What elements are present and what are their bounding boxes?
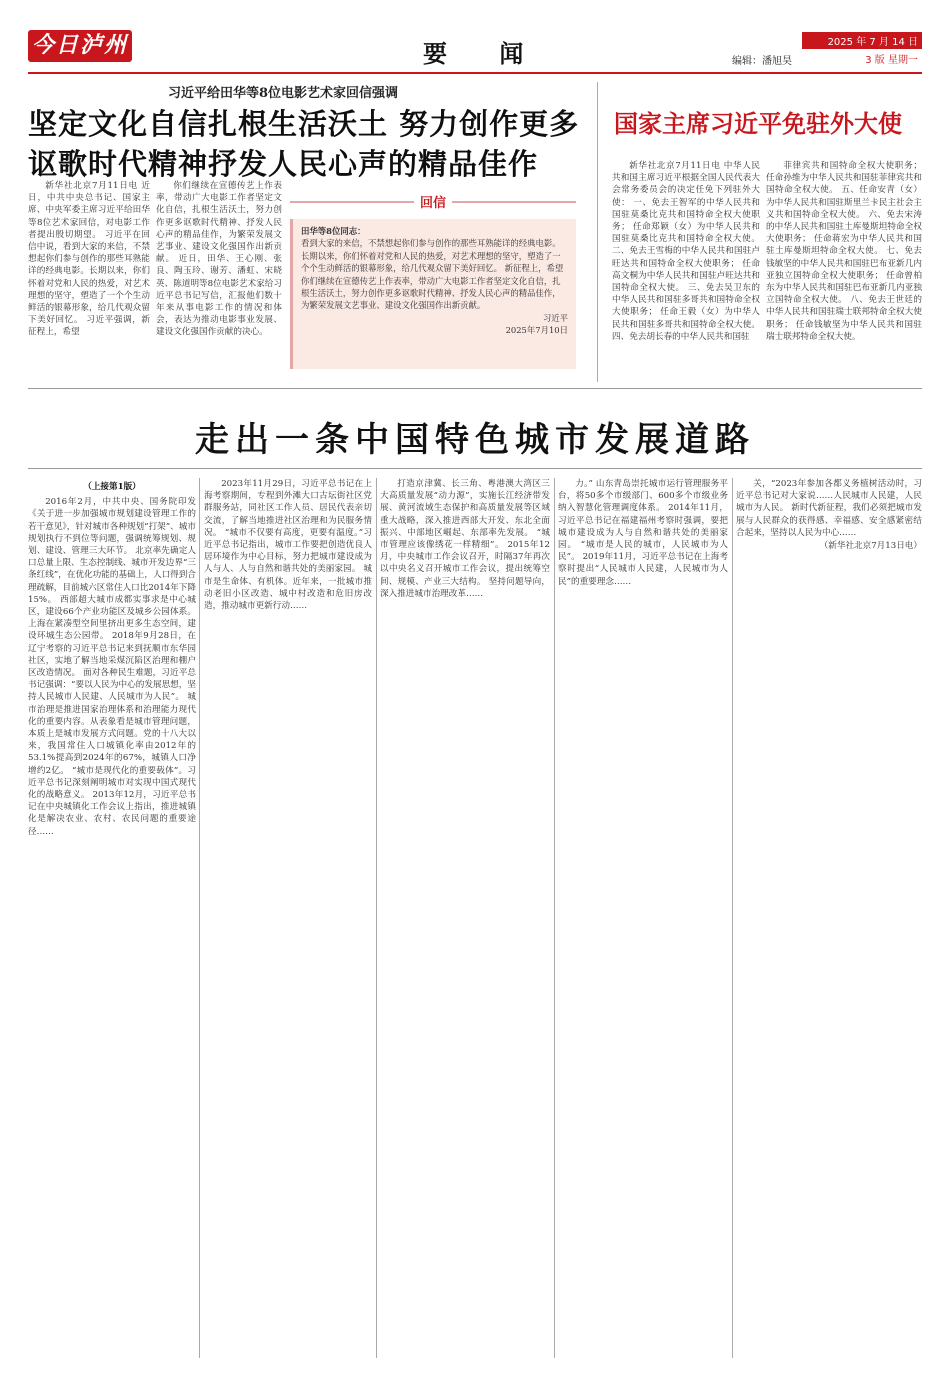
letter-text: 看到大家的来信，不禁想起你们参与创作的那些耳熟能详的经典电影。长期以来，你们怀着对党和人民的热爱，对艺术理想的坚守，塑造了一个个生动鲜活的银幕形象，给几代观众留下美好回忆。 新征程上，希望你们继续在宣德传艺上作表率，带动广大电影工作者坚定文化自信，扎根生活沃土，努力创作更多讴歌时代精神、抒发人民心声的精品佳作，为繁荣发展文艺事业、建设文化强国作出新贡献。 — [301, 238, 564, 311]
page-info: 3 版 星期一 — [865, 55, 918, 66]
letter-salutation: 田华等8位同志： — [301, 226, 366, 236]
letter-title-rule-right — [452, 201, 576, 203]
column-divider — [376, 478, 377, 1358]
feature-byline: （上接第1版） — [83, 482, 141, 492]
lead-column-1-text: 新华社北京7月11日电 近日，中共中央总书记、国家主席、中央军委主席习近平给田华等8位艺术家回信，对电影工作者提出殷切期望。 习近平在回信中说，看到大家的来信，不禁想起你们参与创作的那些耳熟能详的经典电影。长期以来，你们怀着对党和人民的热爱，对艺术理想的坚守，塑造了一个个生动鲜活的银幕形象，给几代观众留下美好回忆。 习近平强调，新征程上，希望 — [28, 181, 150, 338]
letter-date: 2025年7月10日 — [505, 325, 568, 336]
column-divider — [732, 478, 733, 1358]
section-divider — [28, 388, 922, 389]
reply-letter-title: 回信 — [420, 196, 447, 211]
issue-date-box — [802, 32, 922, 68]
feature-title: 走出一条中国特色城市发展道路 — [195, 420, 755, 460]
lead-column-2-text: 你们继续在宣德传艺上作表率，带动广大电影工作者坚定文化自信，扎根生活沃土，努力创作更多讴歌时代精神、抒发人民心声的精品佳作，为繁荣发展文艺事业、建设文化强国作出新贡献。 近日，田华、王心刚、张良、陶玉玲、谢芳、潘虹、宋晓英、陈道明等8位电影艺术家给习近平总书记写信，汇报他们数十年来从事电影工作的情况和体会，表达为推动电影事业发展、建设文化强国作贡献的决心。 — [156, 181, 282, 338]
feature-column-3 — [380, 478, 550, 1358]
feature-column-3-text: 打造京津冀、长三角、粤港澳大湾区三大高质量发展“动力源”，实施长江经济带发展、黄河流域生态保护和高质量发展等区域重大战略，深入推进西部大开发、东北全面振兴、中部地区崛起、东部率先发展。 “城市管理应该像绣花一样精细”。 2015年12月，中央城市工作会议召开，时隔37年再次以中央名义召开城市工作会议，提出统筹空间、规模、产业三大结构。 坚持问题导向，深入推进城市治理改革…… — [380, 479, 550, 599]
side-headline: 国家主席习近平免驻外大使 — [614, 109, 902, 138]
side-column-1 — [612, 160, 760, 382]
reply-letter-title-bar — [290, 192, 576, 211]
side-column-1-text: 新华社北京7月11日电 中华人民共和国主席习近平根据全国人民代表大会常务委员会的决定任免下列驻外大使： 一、免去王智军的中华人民共和国驻莫桑比克共和国特命全权大使职务； 任命郑颖（女）为中华人民共和国驻莫桑比克共和国特命全权大使。 二、免去王雪梅的中华人民共和国驻卢旺达共和国特命全权大使职务； 任命高文桐为中华人民共和国驻卢旺达共和国特命全权大使。 三、免去吴卫东的中华人民共和国驻多哥共和国特命全权大使职务； 任命王毅（女）为中华人民共和国驻多哥共和国特命全权大使。 四、免去胡长春的中华人民共和国驻 — [612, 161, 760, 342]
lead-column-2 — [156, 180, 282, 372]
lead-kicker: 习近平给田华等8位电影艺术家回信强调 — [168, 86, 399, 101]
reply-letter-body — [290, 219, 576, 369]
newspaper-logo: 今日泸州 — [28, 30, 132, 62]
section-title: 要 闻 — [423, 40, 546, 68]
side-column-2-text: 菲律宾共和国特命全权大使职务； 任命孙维为中华人民共和国驻菲律宾共和国特命全权大使。 五、任命安青（女）为中华人民共和国驻斯里兰卡民主社会主义共和国特命全权大使。 六、免去宋涛的中华人民共和国驻土库曼斯坦特命全权大使职务； 任命蒋宏为中华人民共和国驻土库曼斯坦特命全权大使。 七、免去钱敏坚的中华人民共和国驻巴布亚新几内亚独立国特命全权大使职务； 任命曾柏东为中华人民共和国驻巴布亚新几内亚独立国特命全权大使。 八、免去王世廷的中华人民共和国驻瑞士联邦特命全权大使职务； 任命钱敏坚为中华人民共和国驻瑞士联邦特命全权大使。 — [766, 161, 922, 342]
side-column-2 — [766, 160, 922, 382]
editor-credit: 编辑：潘旭昊 — [732, 56, 792, 67]
issue-date: 2025 年 7 月 14 日 — [802, 32, 922, 49]
column-divider — [554, 478, 555, 1358]
feature-column-4 — [558, 478, 728, 1358]
lead-column-1 — [28, 180, 150, 372]
masthead-rule — [28, 72, 922, 74]
letter-signature: 习近平 — [542, 312, 568, 323]
feature-credit: （新华社北京7月13日电） — [819, 541, 922, 552]
masthead — [28, 30, 922, 72]
feature-column-4-text: 力。” 山东青岛崇托城市运行管理服务平台，将50多个市级部门、600多个市级业务纳入智慧化管理调度体系。 2014年11月，习近平总书记在福建福州考察时强调，要把城市建设成为人与自然和谐共处的美丽家园。 “城市是人民的城市，人民城市为人民”。 2019年11月，习近平总书记在上海考察时提出“人民城市人民建，人民城市为人民”的重要理念…… — [558, 479, 728, 587]
feature-column-1 — [28, 478, 196, 1358]
letter-title-rule-left — [290, 201, 414, 203]
feature-column-2 — [204, 478, 372, 1358]
feature-column-5-text: 关，“2023年参加各都义务植树活动时，习近平总书记对大家说……人民城市人民建，人民城市为人民。 新时代新征程，我们必须把城市发展与人民群众的获得感、幸福感、安全感紧密结合起来，坚持以人民为中心…… — [736, 479, 922, 538]
column-divider — [597, 82, 598, 382]
feature-column-2-text: 2023年11月29日，习近平总书记在上海考察期间，专程到外滩大口古坛街社区党群服务站，同社区工作人员、居民代表亲切交流，了解当地推进社区治理和为民服务情况。 “城市不仅要有高度，更要有温度。”习近平总书记指出，城市工作要把创造优良人居环境作为中心目标，努力把城市建设成为人与人、人与自然和谐共处的美丽家园。 城市是生命体、有机体。近年来，一批城市推动老旧小区改造、城中村改造和危旧房改造，推动城市更新行动…… — [204, 479, 372, 612]
feature-column-1-text: 2016年2月，中共中央、国务院印发《关于进一步加强城市规划建设管理工作的若干意见》，针对城市各种规划“打架”、城市规划执行不到位等问题，强调统筹规划、规划、建设、管理三大环节。 北京率先确定人口总量上限、生态控制线、城市开发边界“三条红线”，在优化功能的基础上，人口得到合理疏解，目前城六区常住人口比2014年下降15%。 西部超大城市成都实事求是中心城区，建设66个产业功能区及城乡公园体系。上海在紧凑型空间里挤出更多生态空间，建设环城生态公园带。 2018年9月28日，在辽宁考察的习近平总书记来到抚顺市东华园社区，实地了解当地采煤沉陷区治理和棚户区改造情况。 面对各种民生难题，习近平总书记强调：“要以人民为中心的发展思想，坚持人民城市人民建、人民城市为人民”。 城市治理是推进国家治理体系和治理能力现代化的重要内容。从表象看是城市管理问题，本质上是城市发展方式问题。党的十八大以来，我国常住人口城镇化率由2012年的53.1%提高到2024年的67%，城镇人口净增约2亿。 “城市是现代化的重要载体”。习近平总书记深刻阐明城市对实现中国式现代化的战略意义。 2013年12月，习近平总书记在中央城镇化工作会议上指出，推进城镇化是解决农业、农村、农民问题的重要途径…… — [28, 497, 196, 837]
lead-headline-line1: 坚定文化自信扎根生活沃土 努力创作更多 — [28, 107, 580, 141]
lead-headline-line2: 讴歌时代精神抒发人民心声的精品佳作 — [28, 147, 539, 181]
reply-letter-box — [290, 192, 576, 372]
feature-title-rule — [28, 468, 922, 469]
feature-column-5 — [736, 478, 922, 1358]
column-divider — [199, 478, 200, 1358]
